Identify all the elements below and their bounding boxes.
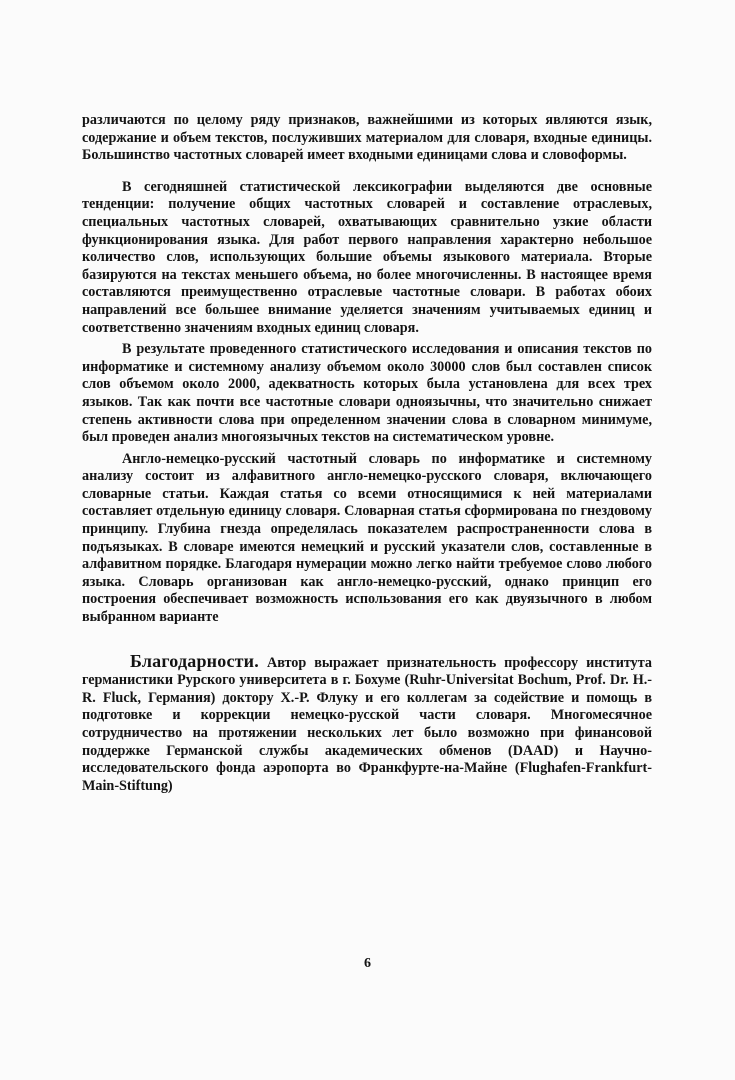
acknowledgement-text: Автор выражает признательность профессору института германистики Рурского университета в г. Бохуме (Ruhr-Universitat Bochum, Prof. Dr. H.-R. Fluck, Германия) доктору Х.-Р. Флуку и его коллегам за содействие и помощь в подготовке и коррекции немецко-русской части словаря. Многомесячное сотрудничество на протяжении нескольких лет было возможно при финансовой поддержке Германской службы академических обменов (DAAD) и Научно-исследовательского фонда аэропорта во Франкфурте-на-Майне (Flughafen-Frankfurt-Main-Stiftung)	[82, 654, 652, 794]
acknowledgement-heading: Благодарности.	[130, 650, 259, 671]
acknowledgement-paragraph	[82, 650, 652, 796]
page-number: 6	[364, 956, 371, 971]
paragraph-3: В результате проведенного статистического исследования и описания текстов по информатике и системному анализу объемом около 30000 слов был составлен список слов объемом около 2000, адекватность которых была установлена для всех трех языков. Так как почти все частотные словари одноязычны, что значительно снижает степень активности слова при определенном значении слова в словарном минимуме, был проведен анализ многоязычных текстов на систематическом уровне.	[82, 341, 652, 446]
paragraph-1: различаются по целому ряду признаков, важнейшими из которых являются язык, содержание и объем текстов, послуживших материалом для словаря, входные единицы. Большинство частотных словарей имеет входными единицами слова и словоформы.	[82, 112, 652, 164]
document-body	[82, 112, 652, 795]
paragraph-4: Англо-немецко-русский частотный словарь по информатике и системному анализу состоит из алфавитного англо-немецко-русского словаря, включающего словарные статьи. Каждая статья со всеми относящимися к ней материалами составляет отдельную единицу словаря. Словарная статья сформирована по гнездовому принципу. Глубина гнезда определялась показателем распространенности слова в подъязыках. В словаре имеются немецкий и русский указатели слов, составленные в алфавитном порядке. Благодаря нумерации можно легко найти требуемое слово любого языка. Словарь организован как англо-немецко-русский, однако принцип его построения обеспечивает возможность использования его как двуязычного в любом выбранном варианте	[82, 450, 652, 626]
paragraph-2: В сегодняшней статистической лексикографии выделяются две основные тенденции: получение общих частотных словарей и составление отраслевых, специальных частотных словарей, охватывающих сравнительно узкие области функционирования языка. Для работ первого направления характерно небольшое количество слов, использующих большие объемы языкового материала. Вторые базируются на текстах меньшего объема, но более многочисленны. В настоящее время составляются преимущественно отраслевые частотные словари. В работах обоих направлений все большее внимание уделяется значениям учитываемых единиц и соответственно значениям входных единиц словаря.	[82, 178, 652, 336]
